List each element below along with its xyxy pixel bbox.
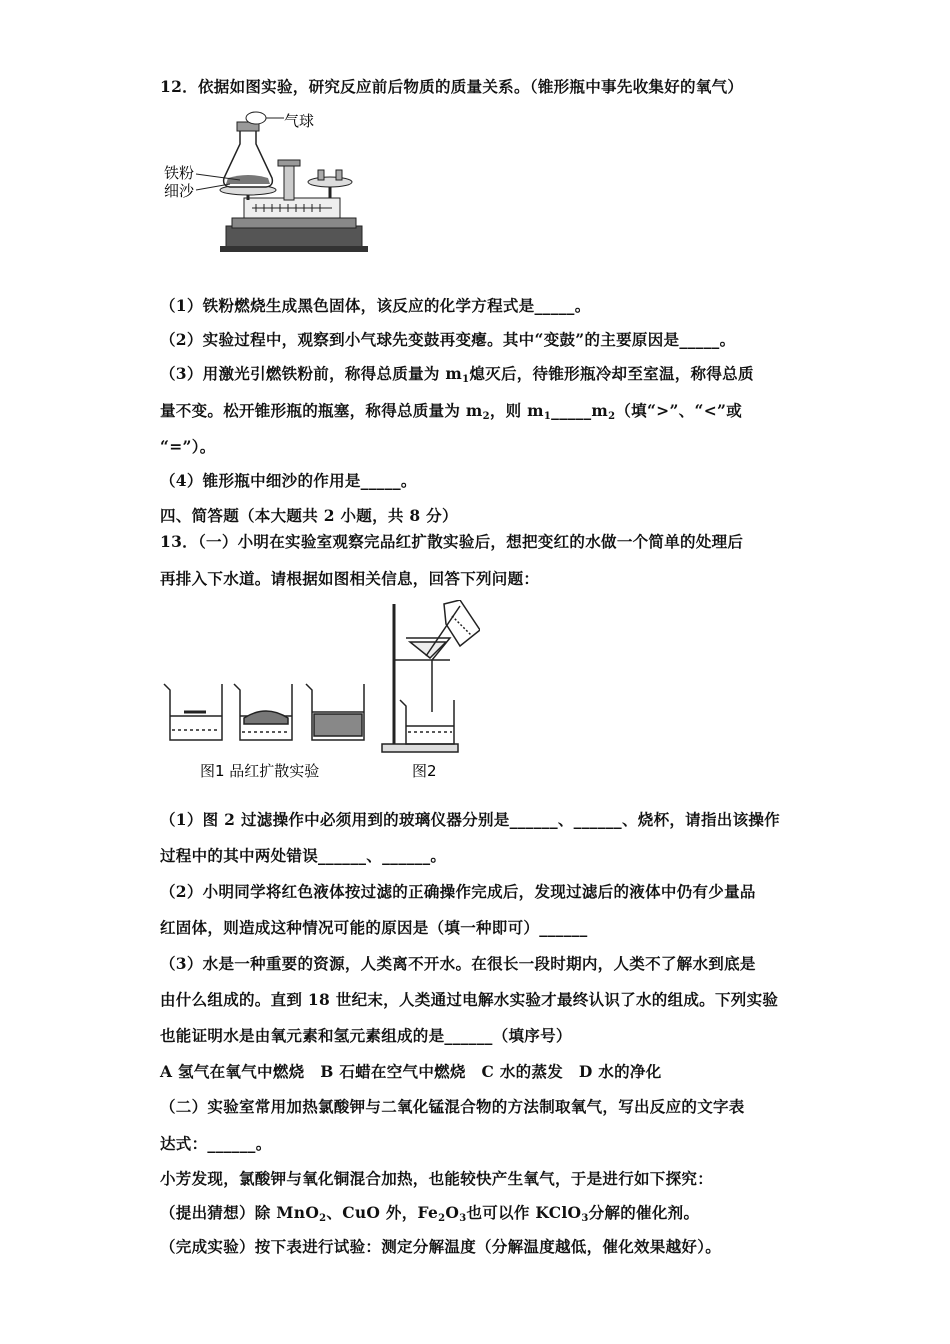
q12-part1: （1）铁粉燃烧生成黑色固体，该反应的化学方程式是_____。	[160, 296, 591, 315]
filtration-apparatus	[382, 600, 480, 752]
balance-flask-diagram	[160, 108, 370, 254]
label-balloon: 气球	[284, 112, 315, 130]
q13-figures	[160, 600, 480, 782]
q12-part3-line1: （3）用激光引燃铁粉前，称得总质量为 $m_1$熄灭后，待锥形瓶冷却至室温，称得总质	[160, 364, 754, 385]
q13-part3-line3: 也能证明水是由氧元素和氢元素组成的是______（填序号）	[160, 1026, 572, 1045]
beakers-filtration-diagram	[160, 600, 480, 782]
q13-intro-line2: 再排入下水道。请根据如图相关信息，回答下列问题：	[160, 569, 540, 588]
beaker-3	[306, 684, 364, 740]
q12-title: 12．依据如图实验，研究反应前后物质的质量关系。（锥形瓶中事先收集好的氧气）	[160, 77, 744, 96]
q13-xiaofang-finding: 小芳发现，氯酸钾与氧化铜混合加热，也能较快产生氧气，于是进行如下探究：	[160, 1169, 714, 1188]
label-iron-powder: 铁粉	[164, 164, 195, 182]
fig2-caption: 图2	[412, 762, 437, 780]
q13-part3-line2: 由什么组成的。直到 18 世纪末，人类通过电解水实验才最终认识了水的组成。下列实验	[160, 990, 779, 1009]
label-fine-sand: 细沙	[164, 182, 195, 200]
q12-part3-line3: “=”）。	[160, 437, 216, 456]
q13-part-two-line1: （二）实验室常用加热氯酸钾与二氧化锰混合物的方法制取氧气，写出反应的文字表	[160, 1097, 745, 1116]
q13-part-two-line2: 达式：______。	[160, 1134, 272, 1153]
q12-figure	[160, 108, 370, 254]
q13-part2-line1: （2）小明同学将红色液体按过滤的正确操作完成后，发现过滤后的液体中仍有少量品	[160, 882, 756, 901]
q13-part1-line2: 过程中的其中两处错误______、______。	[160, 846, 447, 865]
q12-part2: （2）实验过程中，观察到小气球先变鼓再变瘪。其中“变鼓”的主要原因是_____。	[160, 330, 736, 349]
q13-options: A 氢气在氧气中燃烧 B 石蜡在空气中燃烧 C 水的蒸发 D 水的净化	[160, 1062, 662, 1081]
q13-part2-line2: 红固体，则造成这种情况可能的原因是（填一种即可）______	[160, 918, 588, 937]
q12-part4: （4）锥形瓶中细沙的作用是_____。	[160, 471, 417, 490]
q13-intro-line1: 13．（一）小明在实验室观察完品红扩散实验后，想把变红的水做一个简单的处理后	[160, 532, 744, 551]
q13-part3-line1: （3）水是一种重要的资源，人类离不开水。在很长一段时期内，人类不了解水到底是	[160, 954, 756, 973]
fig1-caption: 图1 品红扩散实验	[200, 762, 320, 780]
beaker-2	[234, 684, 292, 740]
section4-heading: 四、简答题（本大题共 2 小题，共 8 分）	[160, 506, 458, 525]
q12-part3-line2: 量不变。松开锥形瓶的瓶塞，称得总质量为 $m_2$，则 $m_1\_\_\_\_\_m_2$（填“>”、“<”或	[160, 401, 742, 422]
q13-part1-line1: （1）图 2 过滤操作中必须用到的玻璃仪器分别是______、______、烧杯，请指出该操作	[160, 810, 780, 829]
beaker-1	[164, 684, 222, 740]
q13-experiment: （完成实验）按下表进行试验：测定分解温度（分解温度越低，催化效果越好）。	[160, 1237, 722, 1256]
q13-hypothesis: （提出猜想）除 MnO$_2$、CuO 外，$Fe_2O_3$也可以作 KClO$_3$分解的催化剂。	[160, 1203, 700, 1224]
